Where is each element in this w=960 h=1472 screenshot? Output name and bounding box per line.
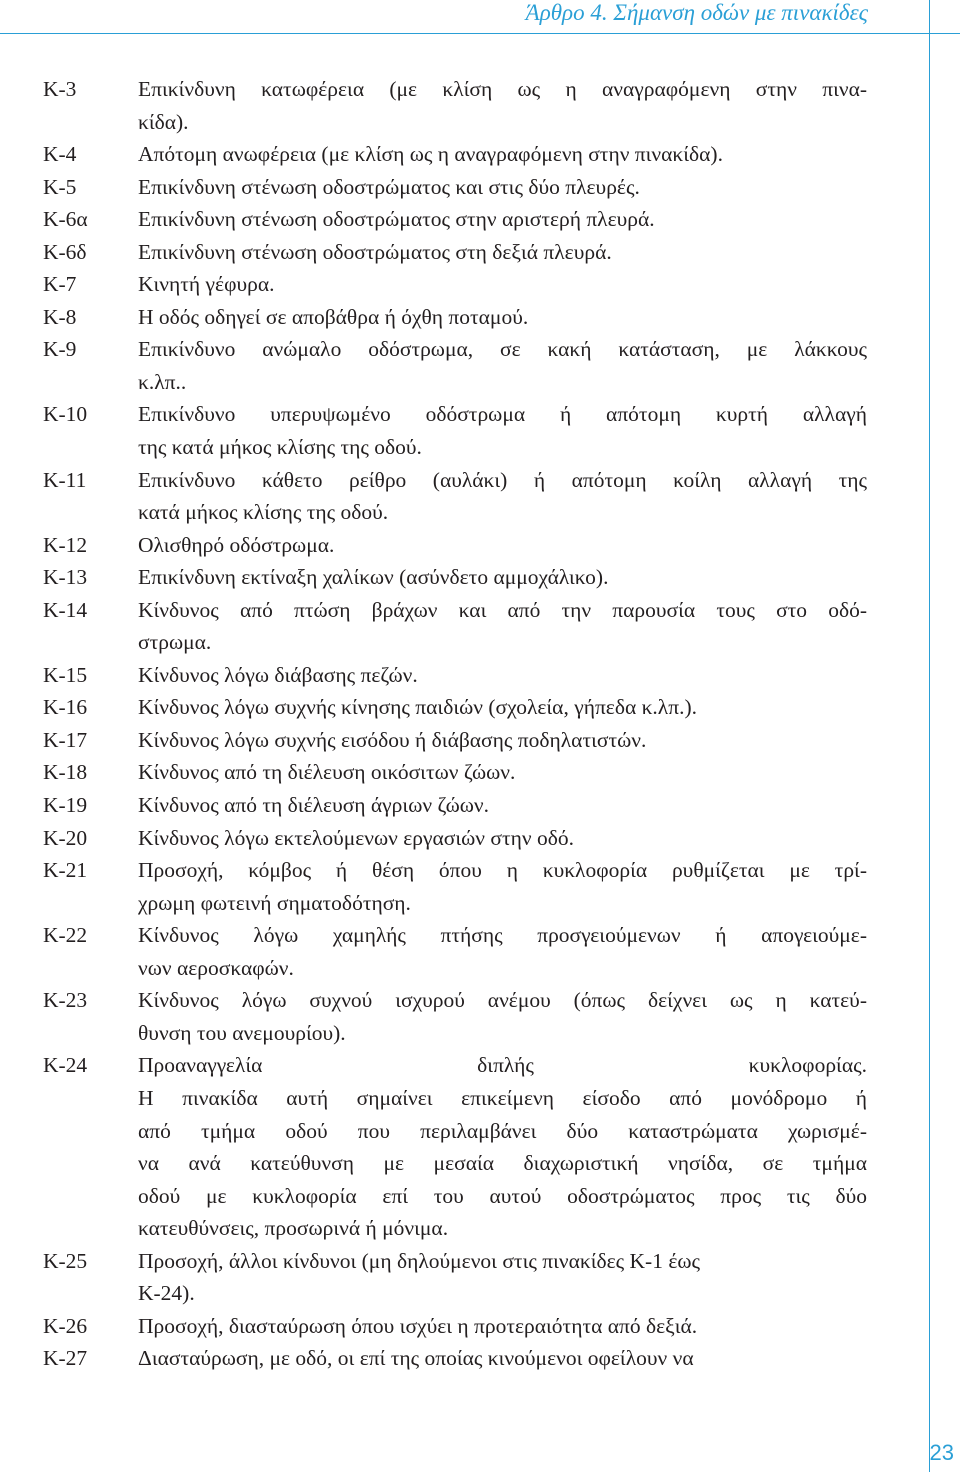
sign-entry: [43, 659, 867, 692]
sign-entry: [43, 301, 867, 334]
sign-entry: [43, 171, 867, 204]
sign-entry: [43, 822, 867, 855]
sign-list: [43, 73, 867, 1375]
margin-rule: [929, 0, 930, 1472]
sign-description: [138, 301, 867, 334]
sign-code: Κ-5: [43, 174, 77, 199]
sign-entry: [43, 789, 867, 822]
sign-code: Κ-20: [43, 825, 88, 850]
sign-code: Κ-18: [43, 760, 88, 785]
sign-entry: [43, 984, 867, 1049]
sign-description: [138, 919, 867, 984]
sign-description-line: Κ-24).: [138, 1281, 195, 1306]
sign-code: Κ-17: [43, 727, 88, 752]
sign-description: [138, 171, 867, 204]
sign-description: [138, 659, 867, 692]
sign-description: [138, 724, 867, 757]
sign-description-line: Κίνδυνος από τη διέλευση οικόσιτων ζώων.: [138, 760, 516, 785]
sign-entry: [43, 529, 867, 562]
sign-code: Κ-16: [43, 695, 88, 720]
sign-code: Κ-3: [43, 77, 77, 101]
sign-description: [138, 561, 867, 594]
sign-code: Κ-4: [43, 142, 77, 167]
sign-description-line: της κατά μήκος κλίσης της οδού.: [138, 435, 422, 460]
page-header-title: Άρθρο 4. Σήμανση οδών με πινακίδες: [525, 0, 868, 25]
page-number: 23: [929, 1440, 954, 1465]
sign-description: [138, 268, 867, 301]
sign-description: [138, 1342, 867, 1375]
sign-entry: [43, 854, 867, 919]
sign-code: Κ-26: [43, 1313, 88, 1338]
sign-description: [138, 464, 867, 529]
sign-description-line: στρωμα.: [138, 630, 212, 655]
sign-description: [138, 691, 867, 724]
sign-code: Κ-6δ: [43, 239, 87, 264]
sign-description: [138, 1049, 867, 1244]
sign-entry: [43, 1245, 867, 1310]
sign-description: [138, 1310, 867, 1343]
sign-code: Κ-24: [43, 1053, 88, 1078]
sign-code: Κ-11: [43, 467, 87, 492]
sign-description-line: Η οδός οδηγεί σε αποβάθρα ή όχθη ποταμού.: [138, 304, 529, 329]
sign-entry: [43, 561, 867, 594]
sign-description-line: Η πινακίδα αυτή σημαίνει επικείμενη είσοδο από μονόδρομο ή: [138, 1085, 867, 1110]
sign-code: Κ-23: [43, 988, 88, 1013]
sign-code: Κ-21: [43, 858, 88, 883]
sign-description-line: θυνση του ανεμουρίου).: [138, 1020, 346, 1045]
sign-entry: [43, 138, 867, 171]
sign-description-line: Επικίνδυνο κάθετο ρείθρο (αυλάκι) ή απότομη κοίλη αλλαγή της: [138, 467, 867, 492]
sign-code: Κ-13: [43, 565, 88, 590]
sign-entry: [43, 756, 867, 789]
sign-description-line: Κίνδυνος από πτώση βράχων και από την παρουσία τους στο οδό-: [138, 597, 867, 622]
sign-entry: [43, 398, 867, 463]
sign-description: [138, 73, 867, 138]
sign-description-line: Απότομη ανωφέρεια (με κλίση ως η αναγραφόμενη στην πινακίδα).: [138, 142, 723, 167]
sign-entry: [43, 594, 867, 659]
sign-description-line: Επικίνδυνη στένωση οδοστρώματος στη δεξιά πλευρά.: [138, 239, 612, 264]
sign-description: [138, 1245, 867, 1310]
sign-description-line: από τμήμα οδού που περιλαμβάνει δύο καταστρώματα χωρισμέ-: [138, 1118, 867, 1143]
sign-entry: [43, 724, 867, 757]
sign-description-line: Κίνδυνος λόγω συχνής εισόδου ή διάβασης ποδηλατιστών.: [138, 727, 647, 752]
header-rule: [0, 33, 960, 34]
sign-description-line: χρωμη φωτεινή σηματοδότηση.: [138, 890, 411, 915]
sign-description-line: Επικίνδυνη στένωση οδοστρώματος και στις δύο πλευρές.: [138, 174, 640, 199]
sign-description-line: να ανά κατεύθυνση με μεσαία διαχωριστική νησίδα, σε τμήμα: [138, 1151, 867, 1176]
sign-code: Κ-7: [43, 272, 77, 297]
sign-code: Κ-19: [43, 793, 88, 818]
sign-code: Κ-27: [43, 1346, 88, 1371]
sign-description-line: Κινητή γέφυρα.: [138, 272, 275, 297]
sign-description: [138, 236, 867, 269]
sign-code: Κ-9: [43, 337, 77, 362]
sign-description: [138, 789, 867, 822]
sign-description: [138, 594, 867, 659]
sign-code: Κ-8: [43, 304, 77, 329]
sign-description: [138, 203, 867, 236]
sign-description-line: Διασταύρωση, με οδό, οι επί της οποίας κινούμενοι οφείλουν να: [138, 1346, 694, 1371]
sign-entry: [43, 919, 867, 984]
sign-description-line: Κίνδυνος λόγω διάβασης πεζών.: [138, 662, 418, 687]
sign-description-line: κατευθύνσεις, προσωρινά ή μόνιμα.: [138, 1216, 449, 1241]
sign-description-line: οδού με κυκλοφορία επί του αυτού οδοστρώματος προς τις δύο: [138, 1183, 867, 1208]
sign-code: Κ-22: [43, 923, 88, 948]
sign-description: [138, 756, 867, 789]
sign-description-line: κατά μήκος κλίσης της οδού.: [138, 500, 389, 525]
sign-code: Κ-15: [43, 662, 88, 687]
sign-entry: [43, 73, 867, 138]
sign-description-line: Κίνδυνος λόγω εκτελούμενων εργασιών στην οδό.: [138, 825, 574, 850]
sign-description: [138, 854, 867, 919]
sign-entry: [43, 464, 867, 529]
sign-description-line: κίδα).: [138, 109, 189, 134]
sign-code: Κ-25: [43, 1248, 88, 1273]
sign-code: Κ-10: [43, 402, 88, 427]
sign-entry: [43, 1310, 867, 1343]
sign-description-line: Προαναγγελία διπλής κυκλοφορίας.: [138, 1053, 867, 1078]
sign-description-line: Κίνδυνος λόγω χαμηλής πτήσης προσγειούμενων ή απογειούμε-: [138, 923, 867, 948]
sign-description-line: κ.λπ..: [138, 369, 187, 394]
sign-description-line: Επικίνδυνο υπερυψωμένο οδόστρωμα ή απότομη κυρτή αλλαγή: [138, 402, 867, 427]
sign-description: [138, 822, 867, 855]
sign-entry: [43, 691, 867, 724]
sign-entry: [43, 236, 867, 269]
sign-description-line: Ολισθηρό οδόστρωμα.: [138, 532, 335, 557]
sign-entry: [43, 268, 867, 301]
sign-description: [138, 398, 867, 463]
sign-entry: [43, 333, 867, 398]
sign-description-line: Κίνδυνος λόγω συχνής κίνησης παιδιών (σχολεία, γήπεδα κ.λπ.).: [138, 695, 697, 720]
sign-description: [138, 529, 867, 562]
sign-description-line: Κίνδυνος από τη διέλευση άγριων ζώων.: [138, 793, 489, 818]
sign-description-line: Επικίνδυνη στένωση οδοστρώματος στην αριστερή πλευρά.: [138, 207, 655, 232]
sign-code: Κ-12: [43, 532, 88, 557]
sign-description-line: Προσοχή, κόμβος ή θέση όπου η κυκλοφορία ρυθμίζεται με τρί-: [138, 858, 867, 883]
sign-description-line: Προσοχή, άλλοι κίνδυνοι (μη δηλούμενοι στις πινακίδες Κ-1 έως: [138, 1248, 701, 1273]
sign-entry: [43, 203, 867, 236]
sign-entry: [43, 1342, 867, 1375]
sign-description-line: Επικίνδυνη εκτίναξη χαλίκων (ασύνδετο αμμοχάλικο).: [138, 565, 609, 590]
sign-description-line: νων αεροσκαφών.: [138, 955, 294, 980]
sign-description-line: Προσοχή, διασταύρωση όπου ισχύει η προτεραιότητα από δεξιά.: [138, 1313, 698, 1338]
sign-code: Κ-14: [43, 597, 88, 622]
sign-description: [138, 984, 867, 1049]
sign-description-line: Κίνδυνος λόγω συχνού ισχυρού ανέμου (όπως δείχνει ως η κατεύ-: [138, 988, 867, 1013]
sign-description-line: Επικίνδυνη κατωφέρεια (με κλίση ως η αναγραφόμενη στην πινα-: [138, 77, 867, 101]
sign-entry: [43, 1049, 867, 1244]
sign-code: Κ-6α: [43, 207, 88, 232]
sign-description: [138, 138, 867, 171]
sign-description-line: Επικίνδυνο ανώμαλο οδόστρωμα, σε κακή κατάσταση, με λάκκους: [138, 337, 867, 362]
sign-description: [138, 333, 867, 398]
